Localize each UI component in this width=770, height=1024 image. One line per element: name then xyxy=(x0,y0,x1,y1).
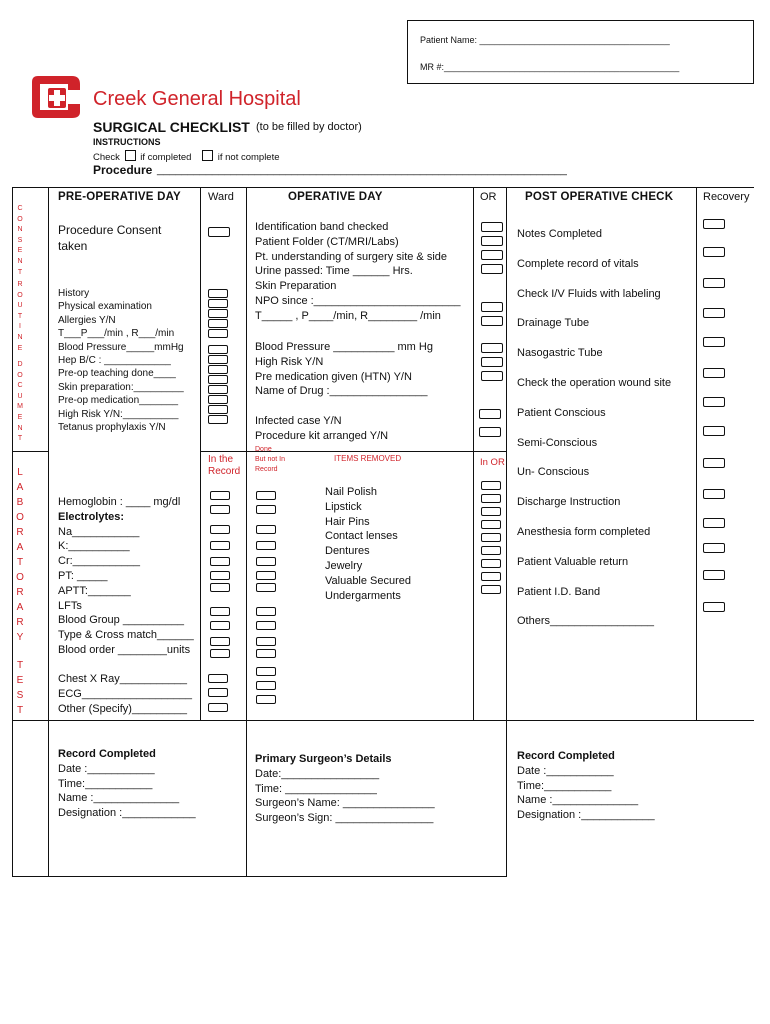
post-op-item: Nasogastric Tube xyxy=(517,347,603,360)
done-not-recorded-checkbox[interactable] xyxy=(256,571,276,580)
patient-info-box xyxy=(407,20,754,84)
operative-item: Procedure kit arranged Y/N xyxy=(255,429,389,442)
operative-item: Urine passed: Time ______ Hrs. xyxy=(255,265,413,278)
ward-checkbox[interactable] xyxy=(210,607,230,616)
or-checkbox[interactable] xyxy=(481,236,503,246)
ward-checkbox[interactable] xyxy=(210,571,230,580)
recovery-checkbox[interactable] xyxy=(703,458,725,468)
or-checkbox[interactable] xyxy=(481,371,503,381)
done-not-recorded-checkbox[interactable] xyxy=(256,541,276,550)
side-letter: T xyxy=(16,660,24,671)
ward-checkbox[interactable] xyxy=(210,637,230,646)
or-checkbox[interactable] xyxy=(481,559,501,568)
routine-item: T___P___/min , R___/min xyxy=(58,328,175,340)
table-mid-border xyxy=(12,720,754,721)
post-op-item: Notes Completed xyxy=(517,228,602,240)
lab-item: Blood order ________units xyxy=(58,643,191,656)
done-not-recorded-checkbox[interactable] xyxy=(256,583,276,592)
laboratory-side-label xyxy=(14,465,26,645)
items-removed-header: ITEMS REMOVED xyxy=(334,454,402,463)
ward-checkbox[interactable] xyxy=(210,491,230,500)
routine-item: Skin preparation:_________ xyxy=(58,381,184,393)
removed-item: Lipstick xyxy=(325,500,362,513)
consent-ward-checkbox[interactable] xyxy=(208,227,230,237)
recovery-checkbox[interactable] xyxy=(703,397,725,407)
recovery-checkbox[interactable] xyxy=(703,489,725,499)
side-letter: T xyxy=(17,312,23,320)
removed-item: Nail Polish xyxy=(325,486,377,498)
removed-items-list xyxy=(325,485,411,603)
test-item: Other (Specify)_________ xyxy=(58,702,188,715)
record-field: Designation :____________ xyxy=(58,807,196,820)
operative-item: Skin Preparation xyxy=(255,280,337,293)
ward-checkbox[interactable] xyxy=(208,355,228,364)
done-not-recorded-checkbox[interactable] xyxy=(256,607,276,616)
side-letter: N xyxy=(17,257,23,265)
ward-checkbox[interactable] xyxy=(208,319,228,328)
post-op-item: Discharge Instruction xyxy=(517,496,621,509)
side-letter: O xyxy=(16,572,24,583)
side-letter: D xyxy=(17,361,23,368)
record-field: Name :______________ xyxy=(58,792,180,805)
side-letter: S xyxy=(17,236,23,244)
pre-op-record-title: Record Completed xyxy=(58,748,156,760)
side-letter: Y xyxy=(16,632,24,643)
consent-line: taken xyxy=(58,239,88,253)
surgeon-field: Time: _______________ xyxy=(255,782,377,795)
side-letter: O xyxy=(17,371,23,379)
done-not-recorded-checkbox[interactable] xyxy=(256,695,276,704)
routine-item: Hep B/C : ____________ xyxy=(58,355,171,367)
side-letter: R xyxy=(17,281,23,288)
test-item: ECG__________________ xyxy=(58,687,192,700)
instructions-row xyxy=(93,150,280,163)
hospital-name: Creek General Hospital xyxy=(93,88,301,110)
side-letter: O xyxy=(17,215,23,223)
hospital-logo xyxy=(28,72,84,120)
consent-side-label xyxy=(15,204,25,278)
post-op-item: Drainage Tube xyxy=(517,317,590,330)
ward-checkbox[interactable] xyxy=(210,505,230,514)
routine-item: Pre-op teaching done____ xyxy=(58,368,176,380)
lab-item: Na___________ xyxy=(58,525,140,538)
done-not-recorded-checkbox[interactable] xyxy=(256,505,276,514)
side-letter: A xyxy=(16,542,24,553)
recovery-checkbox[interactable] xyxy=(703,543,725,553)
post-op-item: Un- Conscious xyxy=(517,466,590,479)
side-letter: T xyxy=(16,557,24,568)
side-letter: O xyxy=(17,291,23,299)
lab-item: Cr:___________ xyxy=(58,555,140,568)
ward-checkbox[interactable] xyxy=(208,375,228,384)
lab-item: APTT:_______ xyxy=(58,584,131,597)
lab-item: Hemoglobin : ____ mg/dl xyxy=(58,496,181,508)
ward-checkbox[interactable] xyxy=(210,557,230,566)
or-checkbox[interactable] xyxy=(479,409,501,419)
ward-checkbox[interactable] xyxy=(210,649,230,658)
or-divider xyxy=(473,187,474,720)
surgeon-details-block xyxy=(255,752,435,826)
recovery-checkbox[interactable] xyxy=(703,426,725,436)
done-not-recorded-checkbox[interactable] xyxy=(256,621,276,630)
removed-item: Dentures xyxy=(325,545,370,558)
side-letter: N xyxy=(17,424,23,432)
record-field: Name :______________ xyxy=(517,794,639,807)
lab-list xyxy=(58,495,194,658)
or-checkbox[interactable] xyxy=(481,585,501,594)
operative-item: High Risk Y/N xyxy=(255,355,324,368)
post-op-item: Semi-Conscious xyxy=(517,436,598,449)
operative-divider xyxy=(246,187,247,877)
ward-header: Ward xyxy=(208,191,234,203)
ward-checkbox[interactable] xyxy=(208,299,228,308)
table-bottom-border xyxy=(12,876,506,877)
side-letter: U xyxy=(17,302,23,310)
post-op-item: Check the operation wound site xyxy=(517,376,672,389)
done-not-recorded-checkbox[interactable] xyxy=(256,637,276,646)
lab-item: Blood Group __________ xyxy=(58,614,184,627)
recovery-header: Recovery xyxy=(703,191,750,203)
operative-item: Identification band checked xyxy=(255,221,389,233)
post-op-item: Anesthesia form completed xyxy=(517,525,651,538)
procedure-label: Procedure xyxy=(93,163,153,177)
side-letter: M xyxy=(17,403,23,411)
side-letter: E xyxy=(17,344,23,352)
removed-item: Valuable Secured xyxy=(325,574,412,587)
done-not-line: But not In xyxy=(255,456,285,463)
side-letter: T xyxy=(17,435,23,443)
routine-list xyxy=(58,287,184,434)
operative-list-2 xyxy=(255,340,433,399)
routine-item: Blood Pressure_____mmHg xyxy=(58,341,184,353)
operative-list-3 xyxy=(255,414,388,444)
routine-item: Tetanus prophylaxis Y/N xyxy=(58,422,166,434)
post-op-header: POST OPERATIVE CHECK xyxy=(525,191,674,203)
ward-checkbox[interactable] xyxy=(208,405,228,414)
tests-list xyxy=(58,672,192,716)
or-checkbox[interactable] xyxy=(481,533,501,542)
post-op-item: Others_________________ xyxy=(517,615,655,628)
ward-checkbox[interactable] xyxy=(210,621,230,630)
or-checkbox[interactable] xyxy=(481,507,501,516)
ward-divider xyxy=(200,187,201,720)
done-not-recorded-checkbox[interactable] xyxy=(256,667,276,676)
record-field: Date :___________ xyxy=(58,762,155,775)
ward-checkbox[interactable] xyxy=(208,365,228,374)
surgeon-details-title: Primary Surgeon’s Details xyxy=(255,753,392,765)
side-letter: I xyxy=(19,323,21,331)
or-checkbox[interactable] xyxy=(481,357,503,367)
side-letter: E xyxy=(17,413,23,421)
post-op-record-title: Record Completed xyxy=(517,750,615,762)
post-op-item: Patient Conscious xyxy=(517,406,606,419)
side-letter: R xyxy=(16,587,24,598)
in-record-header xyxy=(208,454,240,478)
ward-checkbox[interactable] xyxy=(208,289,228,298)
done-not-recorded-checkbox[interactable] xyxy=(256,557,276,566)
mr-number-field[interactable]: MR #:_______________________________________________ xyxy=(420,62,680,72)
routine-item: Physical examination xyxy=(58,301,152,313)
or-checkbox[interactable] xyxy=(481,520,501,529)
routine-item: Allergies Y/N xyxy=(58,314,116,326)
side-label-divider xyxy=(48,187,49,877)
done-not-recorded-header xyxy=(255,445,285,475)
lab-section-divider xyxy=(12,451,48,452)
form-title-note: (to be filled by doctor) xyxy=(256,121,362,133)
operative-item: Pre medication given (HTN) Y/N xyxy=(255,370,412,383)
operative-item: Blood Pressure __________ mm Hg xyxy=(255,341,433,353)
side-letter: A xyxy=(16,602,24,613)
recovery-checkbox[interactable] xyxy=(703,368,725,378)
completed-checkbox-sample xyxy=(125,150,136,161)
side-letter: C xyxy=(17,382,23,390)
if-not-complete-label: if not complete xyxy=(217,152,280,163)
done-not-recorded-checkbox[interactable] xyxy=(256,681,276,690)
post-op-item: Patient I.D. Band xyxy=(517,585,601,598)
test-side-label xyxy=(14,658,26,718)
ward-checkbox[interactable] xyxy=(208,674,228,683)
operative-list-1 xyxy=(255,220,461,324)
surgeon-field: Date:________________ xyxy=(255,767,380,780)
removed-item: Hair Pins xyxy=(325,515,370,528)
table-top-border xyxy=(12,187,754,188)
check-label: Check xyxy=(93,152,120,163)
or-checkbox[interactable] xyxy=(481,343,503,353)
post-op-record-block xyxy=(517,749,655,823)
or-checkbox[interactable] xyxy=(481,316,503,326)
pre-op-header: PRE-OPERATIVE DAY xyxy=(58,191,181,203)
post-op-list xyxy=(517,220,671,637)
or-checkbox[interactable] xyxy=(481,494,501,503)
surgeon-field: Surgeon’s Sign: ________________ xyxy=(255,812,434,825)
operative-item: Infected case Y/N xyxy=(255,415,342,427)
ward-checkbox[interactable] xyxy=(208,688,228,697)
recovery-divider xyxy=(696,187,697,720)
removed-item: Contact lenses xyxy=(325,530,398,543)
side-letter: L xyxy=(17,467,23,478)
ward-checkbox[interactable] xyxy=(208,415,228,424)
or-checkbox[interactable] xyxy=(481,546,501,555)
or-checkbox[interactable] xyxy=(481,264,503,274)
or-checkbox[interactable] xyxy=(481,222,503,232)
ward-checkbox[interactable] xyxy=(210,541,230,550)
in-or-header: In OR xyxy=(480,457,505,468)
side-letter: R xyxy=(16,617,24,628)
done-not-recorded-checkbox[interactable] xyxy=(256,649,276,658)
post-op-item: Check I/V Fluids with labeling xyxy=(517,287,661,300)
removed-item: Undergarments xyxy=(325,589,401,602)
side-letter: T xyxy=(16,705,24,716)
record-field: Date :___________ xyxy=(517,764,614,777)
or-checkbox[interactable] xyxy=(481,250,503,260)
instructions-label: INSTRUCTIONS xyxy=(93,137,161,147)
ward-checkbox[interactable] xyxy=(208,329,228,338)
side-letter: B xyxy=(16,497,24,508)
post-op-item: Complete record of vitals xyxy=(517,257,639,270)
operative-item: Pt. understanding of surgery site & side xyxy=(255,250,447,263)
record-field: Time:___________ xyxy=(517,779,612,792)
done-not-line: Done xyxy=(255,446,272,453)
side-letter: U xyxy=(17,392,23,400)
test-item: Chest X Ray___________ xyxy=(58,673,188,685)
or-checkbox[interactable] xyxy=(479,427,501,437)
if-completed-label: if completed xyxy=(140,152,192,163)
side-letter: N xyxy=(17,333,23,341)
operative-item: Name of Drug :________________ xyxy=(255,385,428,398)
pre-op-record-block xyxy=(58,747,196,821)
routine-item: Pre-op medication_______ xyxy=(58,395,179,407)
record-field: Designation :____________ xyxy=(517,809,655,822)
ward-checkbox[interactable] xyxy=(208,345,228,354)
side-letter: S xyxy=(16,690,24,701)
consent-text xyxy=(58,222,161,254)
recovery-checkbox[interactable] xyxy=(703,337,725,347)
in-record-line: Record xyxy=(208,466,241,477)
side-letter: A xyxy=(16,482,24,493)
operative-header: OPERATIVE DAY xyxy=(288,191,383,203)
ward-checkbox[interactable] xyxy=(208,309,228,318)
recovery-checkbox[interactable] xyxy=(703,219,725,229)
not-complete-checkbox-sample xyxy=(202,150,213,161)
recovery-checkbox[interactable] xyxy=(703,308,725,318)
or-checkbox[interactable] xyxy=(481,481,501,490)
or-checkbox[interactable] xyxy=(481,572,501,581)
ward-checkbox[interactable] xyxy=(210,525,230,534)
recovery-checkbox[interactable] xyxy=(703,278,725,288)
operative-item: T_____ , P____/min, R________ /min xyxy=(255,309,441,322)
or-checkbox[interactable] xyxy=(481,302,503,312)
ward-checkbox[interactable] xyxy=(208,395,228,404)
operative-item: NPO since :________________________ xyxy=(255,294,461,307)
document-side-label xyxy=(15,360,25,445)
done-not-recorded-checkbox[interactable] xyxy=(256,525,276,534)
lab-item: PT: _____ xyxy=(58,569,108,582)
items-removed-divider xyxy=(200,451,506,452)
recovery-checkbox[interactable] xyxy=(703,518,725,528)
form-title: SURGICAL CHECKLIST xyxy=(93,119,250,135)
lab-item: Type & Cross match______ xyxy=(58,629,194,642)
side-letter: E xyxy=(17,247,23,255)
operative-item: Patient Folder (CT/MRI/Labs) xyxy=(255,235,399,248)
lab-item: K:__________ xyxy=(58,540,130,553)
lab-item: Electrolytes: xyxy=(58,510,125,523)
record-field: Time:___________ xyxy=(58,777,153,790)
in-record-line: In the xyxy=(208,454,234,465)
side-letter: C xyxy=(17,205,23,212)
side-letter: O xyxy=(16,512,24,523)
side-letter: R xyxy=(16,527,24,538)
ward-checkbox[interactable] xyxy=(208,703,228,712)
routine-item: High Risk Y/N:__________ xyxy=(58,408,179,420)
removed-item: Jewelry xyxy=(325,559,363,572)
side-letter: T xyxy=(17,268,23,276)
or-header: OR xyxy=(480,191,497,203)
ward-checkbox[interactable] xyxy=(210,583,230,592)
table-left-border xyxy=(12,187,13,877)
recovery-checkbox[interactable] xyxy=(703,247,725,257)
lab-item: LFTs xyxy=(58,599,82,612)
recovery-checkbox[interactable] xyxy=(703,602,725,612)
procedure-field[interactable]: ___________________________________________________________________ xyxy=(157,164,567,176)
side-letter: E xyxy=(16,675,24,686)
recovery-checkbox[interactable] xyxy=(703,570,725,580)
ward-checkbox[interactable] xyxy=(208,385,228,394)
done-not-line: Record xyxy=(255,466,278,473)
consent-line: Procedure Consent xyxy=(58,223,162,237)
done-not-recorded-checkbox[interactable] xyxy=(256,491,276,500)
routine-item: History xyxy=(58,288,90,299)
routine-side-label xyxy=(15,280,25,354)
post-op-divider xyxy=(506,187,507,877)
surgeon-field: Surgeon’s Name: _______________ xyxy=(255,797,435,810)
patient-name-field[interactable]: Patient Name: ______________________________________ xyxy=(420,35,670,45)
side-letter: N xyxy=(17,226,23,234)
post-op-item: Patient Valuable return xyxy=(517,555,629,568)
